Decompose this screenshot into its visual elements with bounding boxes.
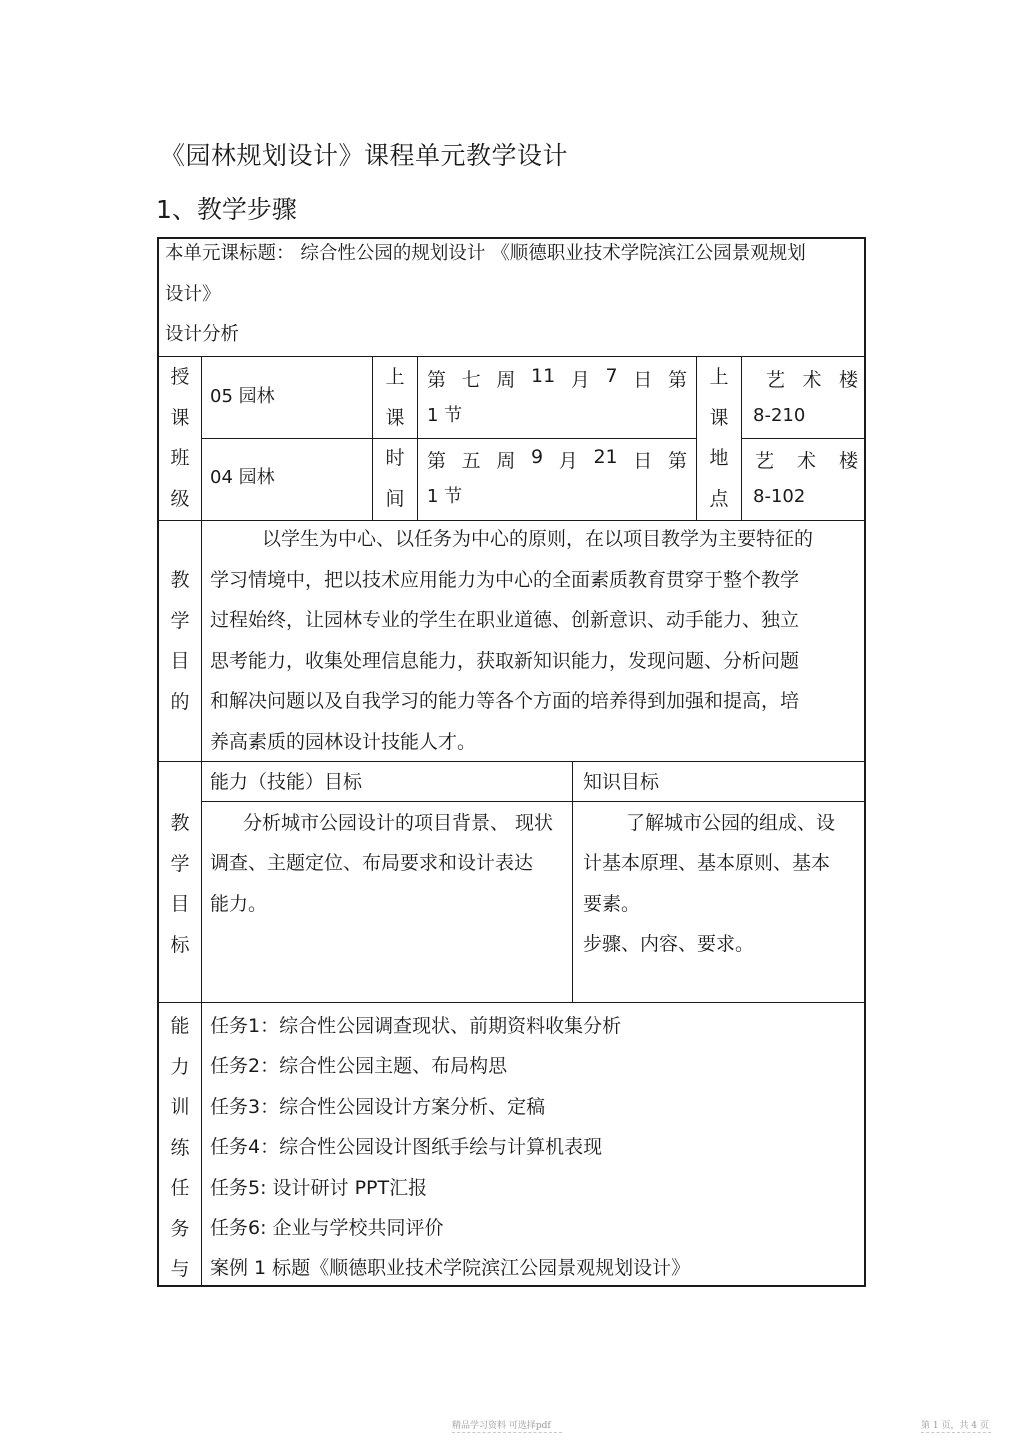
time-word: 11 <box>531 365 556 387</box>
time-word: 周 <box>496 450 516 472</box>
time-word: 21 <box>593 446 618 468</box>
rule-between-classes <box>202 438 696 439</box>
unit-title-line-2: 设计》 <box>165 284 221 305</box>
ability-goal-line: 能力。 <box>210 893 268 915</box>
tasks-label: 能 力 训 练 任 务 与 <box>170 1015 190 1280</box>
time-word: 第 <box>427 369 447 391</box>
time-row-1-line-1 <box>427 365 687 392</box>
goals-label: 教 学 目 标 <box>170 812 190 956</box>
purpose-line: 过程始终，让园林专业的学生在职业道德、创新意识、动手能力、独立 <box>210 609 800 631</box>
time-word: 第 <box>427 450 447 472</box>
knowledge-goal-line: 了解城市公园的组成、设 <box>626 812 836 834</box>
rule-time-label-end <box>417 356 418 520</box>
time-row-2-line-1 <box>427 446 687 473</box>
place-word: 术 <box>796 450 816 472</box>
time-word: 月 <box>558 450 578 472</box>
purpose-label: 教 学 目 的 <box>170 569 190 713</box>
task-item: 任务2：综合性公园主题、布局构思 <box>210 1055 508 1077</box>
time-word: 第 <box>667 369 687 391</box>
place-row-1-line-2: 8-210 <box>753 405 806 426</box>
time-row-2-line-2: 1 节 <box>427 486 463 507</box>
time-row-1-line-2: 1 节 <box>427 405 463 426</box>
footer-page-number: 第 1 页，共 4 页 <box>921 1421 989 1431</box>
design-analysis-label: 设计分析 <box>165 324 240 345</box>
class-05-name: 05 园林 <box>210 386 275 407</box>
place-word: 艺 <box>766 369 786 391</box>
place-word: 艺 <box>755 450 775 472</box>
rule-goals-divider <box>572 761 573 1002</box>
footer-left-divider <box>452 1432 562 1433</box>
purpose-line: 学习情境中，把以技术应用能力为中心的全面素质教育贯穿于整个教学 <box>210 569 800 591</box>
time-word: 月 <box>570 369 590 391</box>
footer-right-divider <box>921 1432 991 1433</box>
section-heading: 1、教学步骤 <box>156 195 297 224</box>
document-title: 《园林规划设计》课程单元教学设计 <box>160 141 569 170</box>
time-word: 7 <box>605 365 618 387</box>
table-border-right <box>864 237 866 1287</box>
place-word: 楼 <box>838 369 858 391</box>
time-word: 五 <box>461 450 481 472</box>
footer-left-note: 精品学习资料 可选择pdf <box>452 1421 551 1431</box>
rule-after-goals <box>157 1002 866 1003</box>
place-label: 上 课 地 点 <box>709 366 729 510</box>
ability-goal-header: 能力（技能）目标 <box>210 771 363 793</box>
rule-between-places <box>741 438 865 439</box>
knowledge-goal-line: 步骤、内容、要求。 <box>583 933 755 955</box>
task-item: 任务4：综合性公园设计图纸手绘与计算机表现 <box>210 1136 603 1158</box>
place-row-1-line-1 <box>766 365 858 392</box>
task-item: 任务6: 企业与学校共同评价 <box>210 1217 444 1239</box>
knowledge-goal-line: 计基本原理、基本原则、基本 <box>583 852 831 874</box>
time-word: 日 <box>633 450 653 472</box>
place-row-2-line-2: 8-102 <box>753 486 806 507</box>
task-item: 任务5: 设计研讨 PPT汇报 <box>210 1177 428 1199</box>
purpose-line: 以学生为中心、以任务为中心的原则，在以项目教学为主要特征的 <box>262 528 814 550</box>
time-word: 9 <box>531 446 544 468</box>
task-item: 任务3：综合性公园设计方案分析、定稿 <box>210 1096 546 1118</box>
rule-place-label-end <box>741 356 742 520</box>
unit-title-line-1: 本单元课标题： 综合性公园的规划设计 《顺德职业技术学院滨江公园景观规划 <box>165 243 806 264</box>
ability-goal-line: 分析城市公园设计的项目背景、 现状 <box>243 812 554 834</box>
place-row-2-line-1 <box>755 446 858 473</box>
time-word: 第 <box>667 450 687 472</box>
rule-after-title <box>157 356 866 357</box>
class-label: 授 课 班 级 <box>170 366 190 510</box>
ability-goal-line: 调查、主题定位、布局要求和设计表达 <box>210 852 534 874</box>
time-word: 周 <box>496 369 516 391</box>
time-word: 日 <box>633 369 653 391</box>
time-word: 七 <box>461 369 481 391</box>
time-label: 上 课 时 间 <box>385 366 405 510</box>
task-item: 任务1：综合性公园调查现状、前期资料收集分析 <box>210 1015 622 1037</box>
place-word: 楼 <box>838 450 858 472</box>
knowledge-goal-header: 知识目标 <box>583 771 660 793</box>
knowledge-goal-line: 要素。 <box>583 893 641 915</box>
place-word: 术 <box>802 369 822 391</box>
purpose-line: 养高素质的园林设计技能人才。 <box>210 731 477 753</box>
case-title: 案例 1 标题《顺德职业技术学院滨江公园景观规划设计》 <box>210 1257 691 1279</box>
purpose-line: 和解决问题以及自我学习的能力等各个方面的培养得到加强和提高，培 <box>210 690 800 712</box>
class-04-name: 04 园林 <box>210 467 275 488</box>
purpose-line: 思考能力，收集处理信息能力，获取新知识能力，发现问题、分析问题 <box>210 650 800 672</box>
